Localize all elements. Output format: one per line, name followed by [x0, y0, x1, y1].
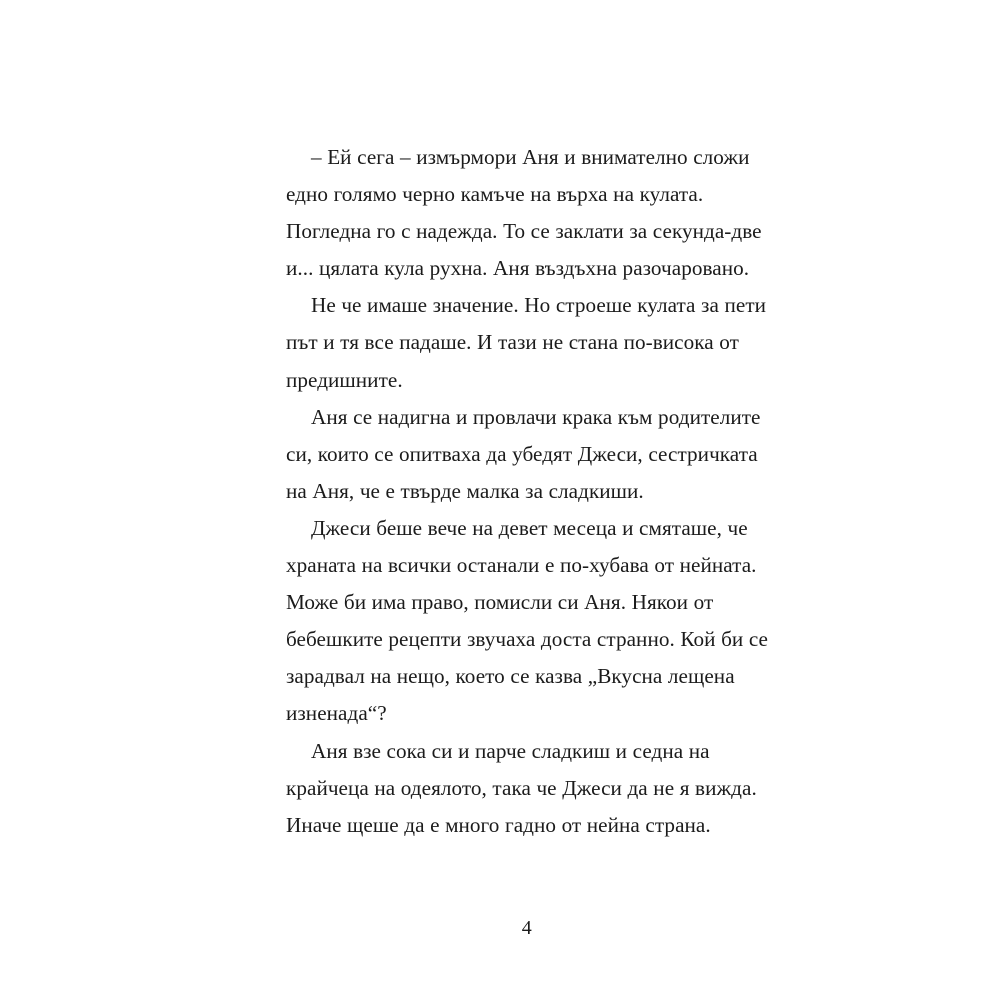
paragraph: Аня се надигна и провлачи крака към родителите си, които се опитваха да убедят Джеси, сестричката на Аня, че е твърде малка за сладкиши. [286, 404, 761, 503]
page-number-value: 4 [521, 917, 533, 939]
paragraph: Джеси беше вече на девет месеца и смяташе, че храната на всички останали е по-хубава от нейната. Може би има право, помисли си Аня. Някои от бебешките рецепти звучаха доста странно. Кой би се зарадвал на нещо, което се казва „Вкусна лещена изненада“? [286, 515, 769, 726]
paragraph: Аня взе сока си и парче сладкиш и седна на крайчеца на одеялото, така че Джеси да не я вижда. Иначе щеше да е много гадно от нейна страна. [286, 738, 757, 837]
page-text-block [286, 139, 772, 844]
paragraph: – Ей сега – измърмори Аня и внимателно сложи едно голямо черно камъче на върха на кулата. Погледна го с надежда. То се заклати за секунда-две и... цялата кула рухна. Аня въздъхна разочаровано. [286, 145, 762, 281]
page-number [0, 916, 1000, 940]
paragraph: Не че имаше значение. Но строеше кулата за пети път и тя все падаше. И тази не стана по-висока от предишните. [286, 293, 767, 392]
